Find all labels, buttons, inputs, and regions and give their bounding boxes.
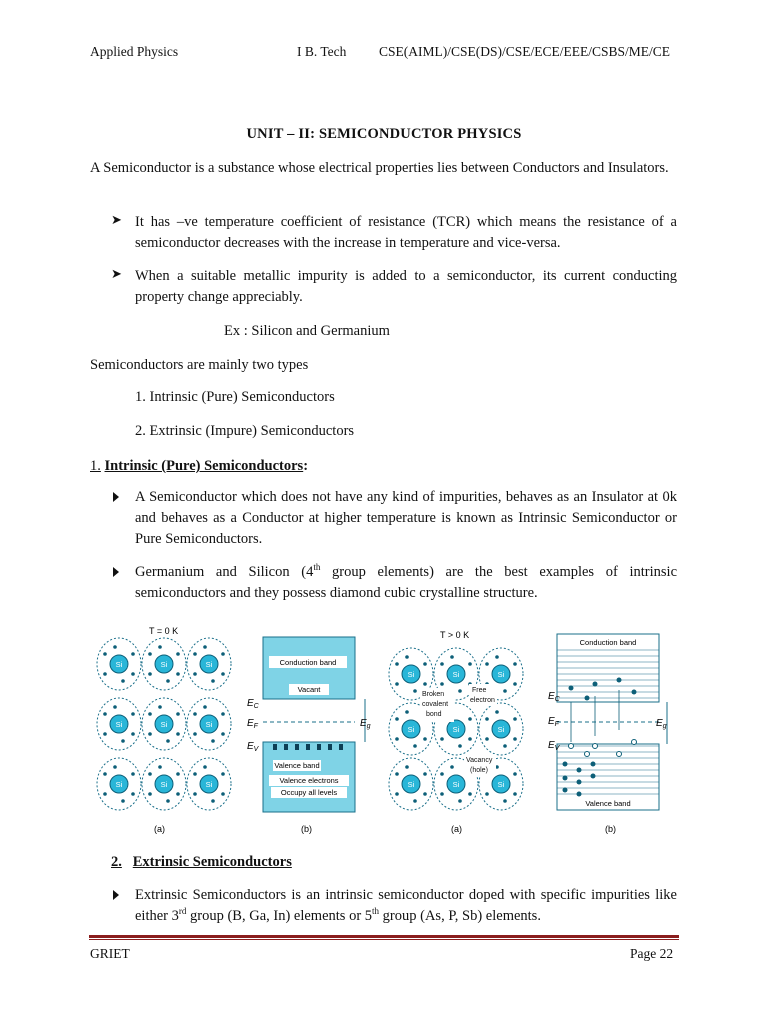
header-course: I B. Tech — [297, 44, 347, 59]
bullet-tcr: It has –ve temperature coefficient of resistance (TCR) which means the resistance of a semiconductor decreases with the increase in temperature and vice-versa. — [135, 214, 677, 251]
caption-b1: (b) — [301, 824, 312, 834]
label-valence-electrons: Valence electrons — [279, 776, 339, 785]
label-broken-3: bond — [426, 711, 442, 718]
header-branches: CSE(AIML)/CSE(DS)/CSE/ECE/EEE/CSBS/ME/CE — [379, 44, 671, 59]
label-conduction-band-2: Conduction band — [579, 638, 637, 647]
label-ec-1: $E_C$ — [247, 698, 259, 710]
si-atom-label: Si — [497, 780, 505, 789]
bullet-ge-si-examples: Germanium and Silicon (4th group elements) are the best examples of intrinsic semiconductors and they possess diamond cubic crystalline structure. — [135, 562, 678, 601]
si-atom-label: Si — [160, 780, 168, 789]
label-broken-2: covalent — [422, 701, 449, 708]
label-eg-2: $E_g$ — [656, 718, 667, 730]
header-subject: Applied Physics — [90, 44, 179, 59]
si-atom-label: Si — [452, 670, 460, 679]
si-atom-label: Si — [115, 780, 123, 789]
label-ec-2: $E_C$ — [548, 691, 560, 703]
label-broken-1: Broken — [422, 691, 445, 698]
si-atom-label: Si — [115, 720, 123, 729]
triangle-bullet-icon — [113, 567, 119, 577]
label-eg-1: $E_g$ — [360, 718, 371, 730]
si-atom-label: Si — [497, 670, 505, 679]
label-free-2: electron — [470, 697, 495, 704]
type-extrinsic: 2. Extrinsic (Impure) Semiconductors — [135, 423, 355, 439]
bullet-extrinsic-definition: Extrinsic Semiconductors is an intrinsic semiconductor doped with specific impurities like either 3rd group (B, Ga, In) elements or 5th group (As, P, Sb) elements. — [135, 887, 677, 924]
bullet-impurity: When a suitable metallic impurity is added to a semiconductor, its current conducting property change appreciably. — [135, 268, 677, 305]
si-atom-label: Si — [407, 725, 415, 734]
label-vacancy-2: (hole) — [470, 767, 488, 774]
label-ev-1: $E_V$ — [247, 741, 259, 753]
intrinsic-semiconductor-figure — [89, 614, 679, 840]
si-atom-label: Si — [407, 670, 415, 679]
label-ef-1: $E_F$ — [247, 718, 258, 730]
example-line: Ex : Silicon and Germanium — [224, 323, 390, 339]
label-ef-2: $E_F$ — [548, 716, 559, 728]
footer-college: GRIET — [90, 946, 130, 961]
si-atom-label: Si — [407, 780, 415, 789]
si-atom-label: Si — [452, 725, 460, 734]
label-conduction-band-1: Conduction band — [279, 658, 337, 667]
caption-a1: (a) — [154, 824, 165, 834]
lattice-t0 — [97, 638, 231, 810]
footer-rule — [89, 935, 679, 938]
caption-b2: (b) — [605, 824, 616, 834]
lattice-tgt0 — [389, 648, 523, 810]
type-intrinsic: 1. Intrinsic (Pure) Semiconductors — [135, 389, 335, 405]
label-free-1: Free — [472, 687, 487, 694]
bullet-intrinsic-definition: A Semiconductor which does not have any kind of impurities, behaves as an Insulator at 0k and behaves as a Conductor at higher temperature is known as Intrinsic Semiconductor or Pure Semiconductors. — [135, 489, 677, 547]
label-vacancy-1: Vacancy — [466, 757, 493, 764]
triangle-bullet-icon — [113, 492, 119, 502]
label-occupy-all-levels: Occupy all levels — [280, 788, 338, 797]
label-t0: T = 0 K — [149, 626, 179, 636]
label-ev-2: $E_V$ — [548, 740, 560, 752]
arrow-bullet-icon: ➤ — [111, 212, 122, 227]
types-intro: Semiconductors are mainly two types — [90, 357, 309, 373]
si-atom-label: Si — [205, 780, 213, 789]
intro-paragraph: A Semiconductor is a substance whose electrical properties lies between Conductors and Insulators. — [90, 160, 669, 176]
footer-page-number: Page 22 — [630, 946, 674, 961]
section-heading-extrinsic: 2. Extrinsic Semiconductors — [111, 854, 292, 870]
si-atom-label: Si — [115, 660, 123, 669]
si-atom-label: Si — [160, 660, 168, 669]
label-valence-band-1: Valence band — [274, 761, 320, 770]
si-atom-label: Si — [205, 720, 213, 729]
label-vacant: Vacant — [297, 685, 321, 694]
si-atom-label: Si — [497, 725, 505, 734]
arrow-bullet-icon: ➤ — [111, 266, 122, 281]
si-atom-label: Si — [160, 720, 168, 729]
label-valence-band-2: Valence band — [585, 799, 631, 808]
caption-a2: (a) — [451, 824, 462, 834]
si-atom-label: Si — [205, 660, 213, 669]
triangle-bullet-icon — [113, 890, 119, 900]
footer-rule-thin — [89, 939, 679, 940]
unit-title: UNIT – II: SEMICONDUCTOR PHYSICS — [246, 126, 522, 142]
si-atom-label: Si — [452, 780, 460, 789]
label-tgt0: T > 0 K — [440, 630, 470, 640]
section-heading-intrinsic: 1. Intrinsic (Pure) Semiconductors: — [90, 458, 309, 474]
